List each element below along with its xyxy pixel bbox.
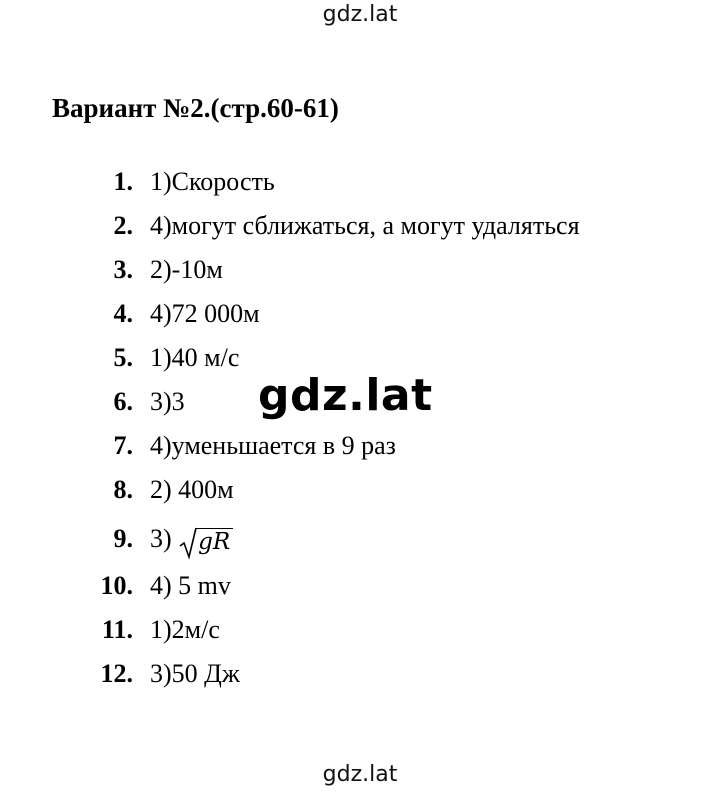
answer-number: 8.: [113, 475, 133, 504]
answer-text: 1)Скорость: [150, 167, 275, 196]
answer-text: 3): [150, 524, 172, 553]
answer-text: 3)50 Дж: [150, 659, 240, 688]
answer-number: 2.: [113, 211, 133, 240]
answer-text: 1)40 м/с: [150, 343, 240, 372]
answer-text: 4) 5 mv: [150, 571, 231, 600]
answer-number: 5.: [113, 343, 133, 372]
answer-number: 6.: [113, 387, 133, 416]
answer-number: 11.: [101, 615, 133, 644]
answer-text: 2)-10м: [150, 255, 223, 284]
answer-text: 2) 400м: [150, 475, 234, 504]
answer-text: 4)могут сближаться, а могут удаляться: [150, 211, 580, 240]
answer-text-with-formula: [150, 521, 233, 560]
watermark-top: gdz.lat: [322, 2, 398, 27]
answer-text: 4)72 000м: [150, 299, 260, 328]
formula-argument: gR: [196, 528, 233, 555]
answer-number: 7.: [113, 431, 133, 460]
answer-text: 4)уменьшается в 9 раз: [150, 431, 396, 460]
answer-text: 3)3: [150, 387, 185, 416]
answer-number: 1.: [113, 167, 133, 196]
page-title: Вариант №2.(стр.60-61): [52, 93, 339, 123]
answer-number: 3.: [113, 255, 133, 284]
answer-text: 1)2м/с: [150, 615, 220, 644]
answer-number: 12.: [100, 659, 133, 688]
watermark-bottom: gdz.lat: [322, 762, 398, 787]
answer-number: 9.: [113, 524, 133, 553]
watermark-center: gdz.lat: [258, 370, 433, 421]
square-root-formula: [178, 523, 233, 560]
answer-number: 4.: [113, 299, 133, 328]
answer-number: 10.: [100, 571, 133, 600]
